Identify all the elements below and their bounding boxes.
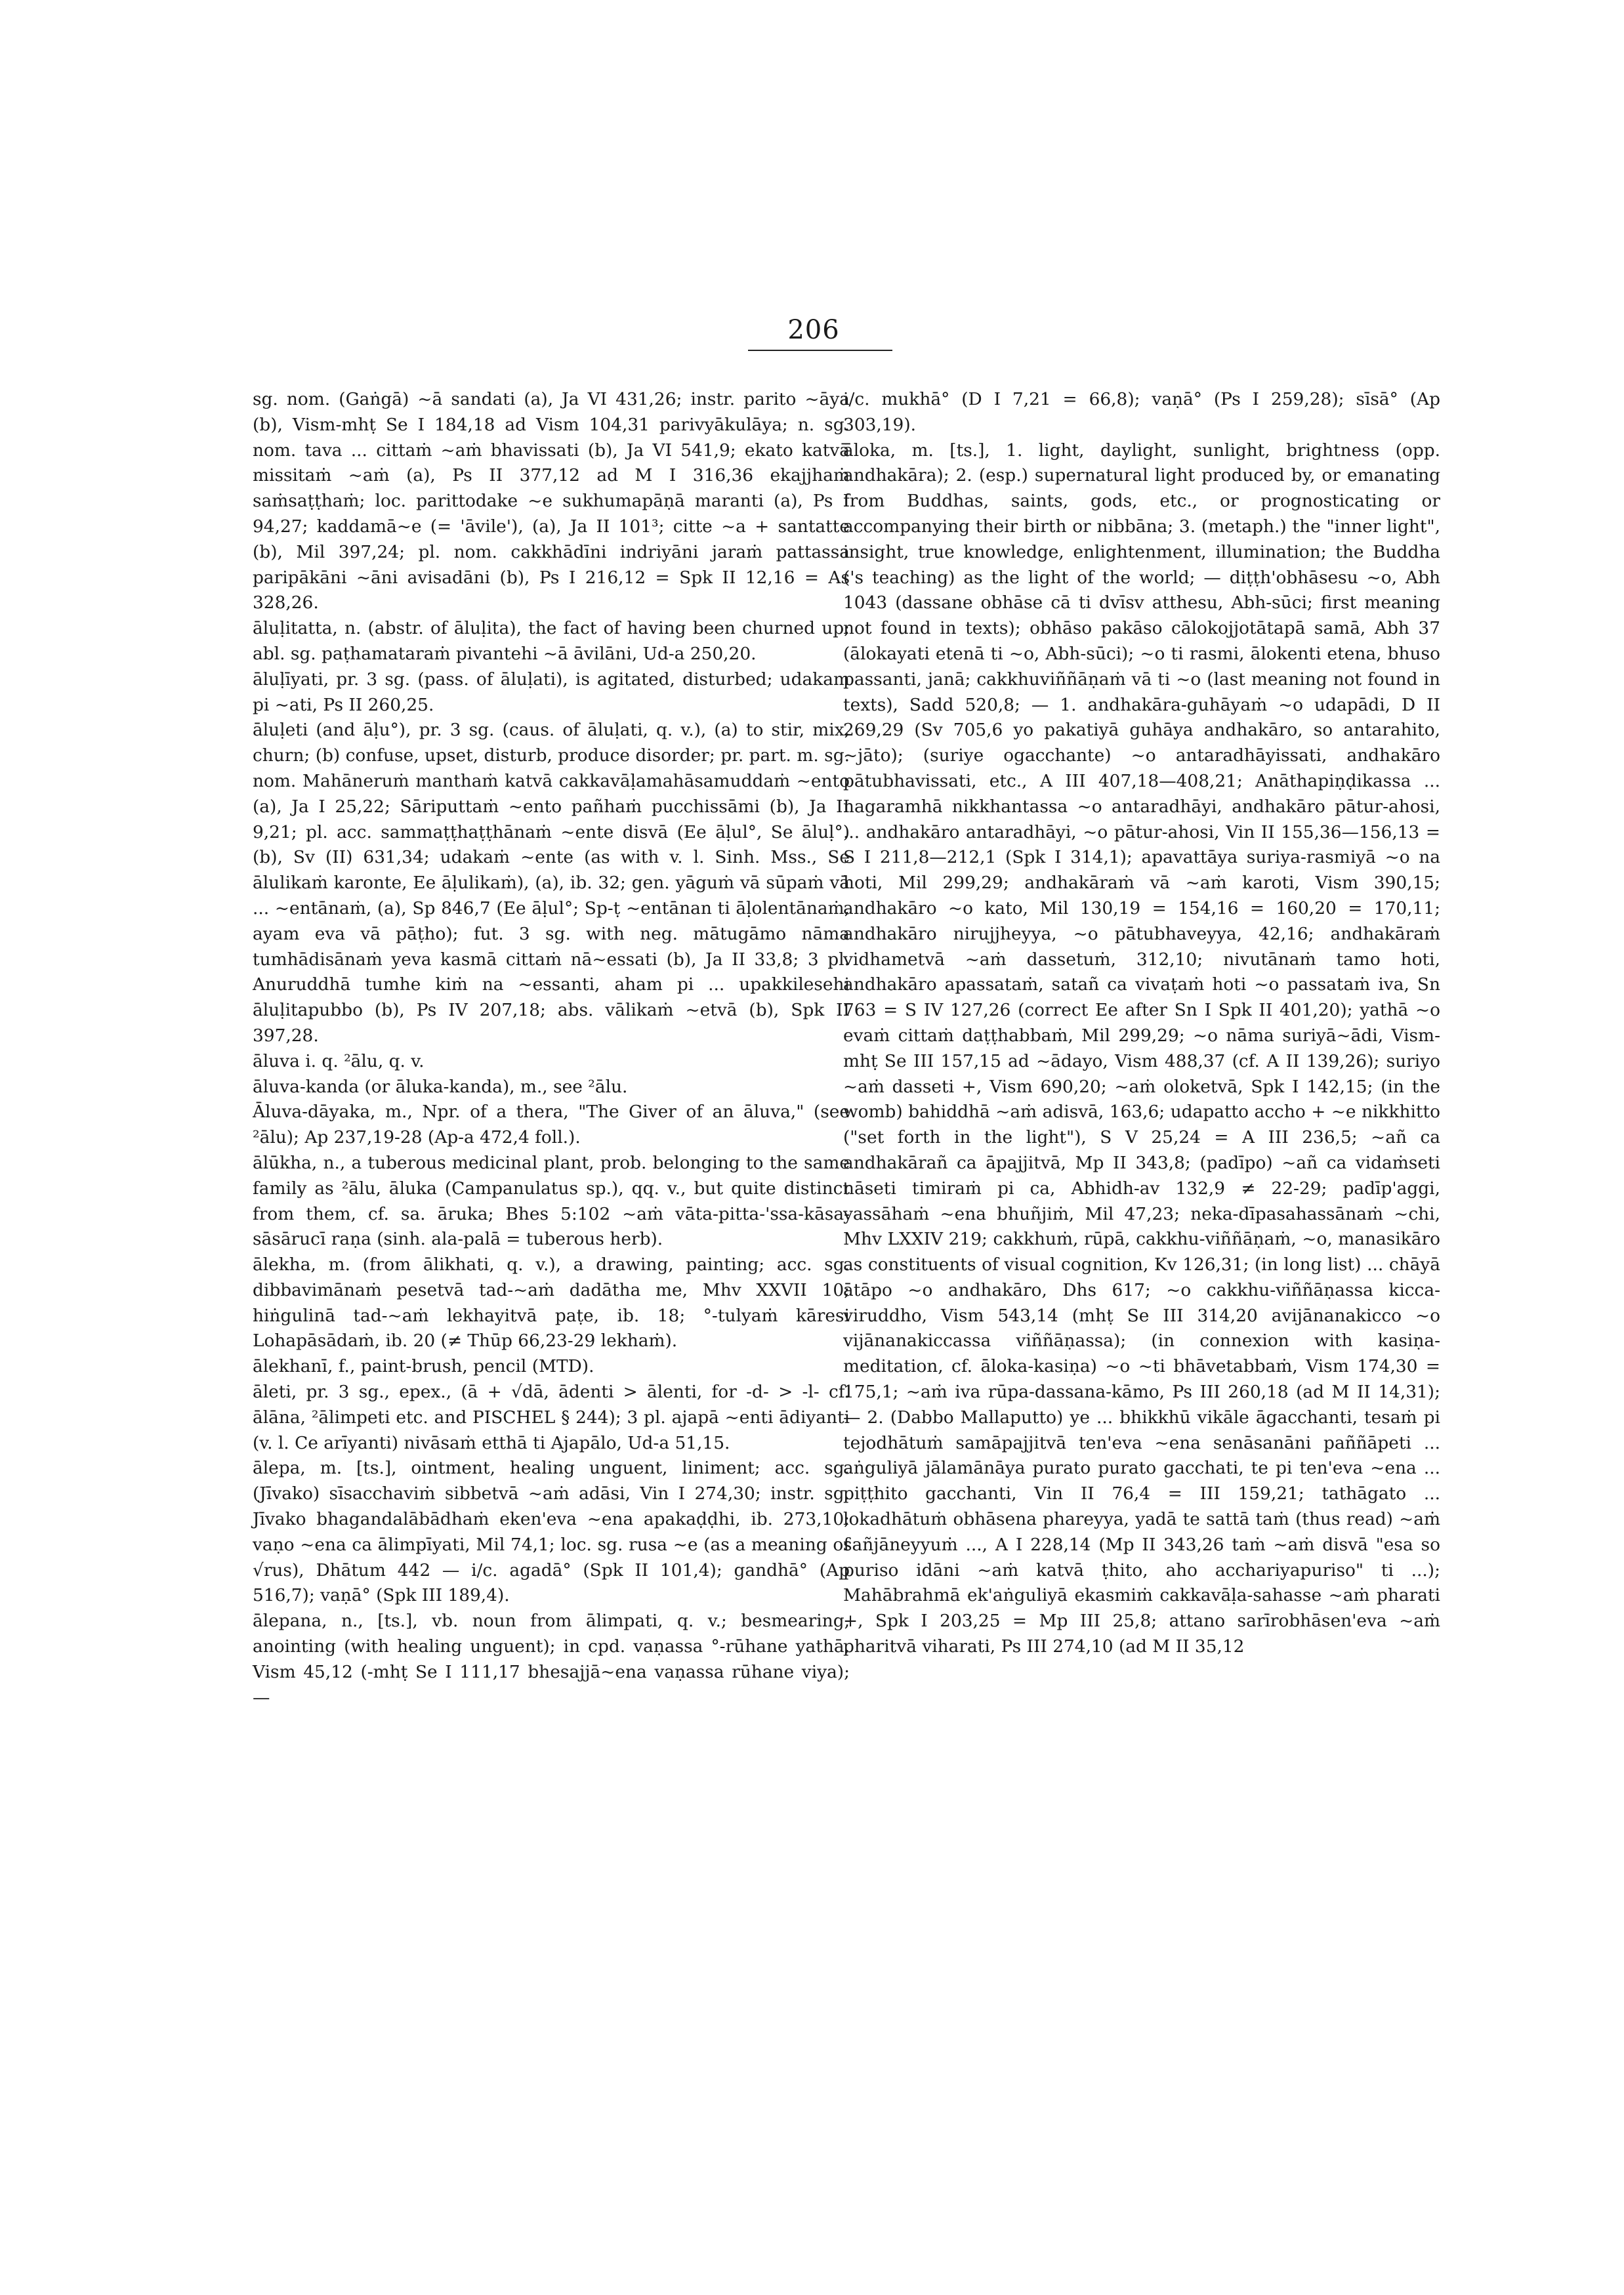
entry-aluva-kanda: āluva-kanda (or āluka-kanda), m., see ²ālu. [253, 1076, 628, 1097]
left-column [253, 387, 850, 1710]
entry-alepa: ālepa, m. [ts.], ointment, healing unguent, liniment; acc. sg. (Jīvako) sīsacchaviṁ sibbetvā ~aṁ adāsi, Vin I 274,30; instr. sg. Jīvako bhagandalābādhaṁ eken'eva ~ena apakaḍḍhi, ib. 273,10; vaṇo ~ena ca ālimpīyati, Mil 74,1; loc. sg. rusa ~e (as a meaning of √rus), Dhātum 442 — i/c. agadā° (Spk II 101,4); gandhā° (Ap 516,7); vaṇā° (Spk III 189,4). [253, 1458, 850, 1606]
entry-aluḷeti: āluḷeti (and āḷu°), pr. 3 sg. (caus. of āluḷati, q. v.), (a) to stir, mix, churn; (b) confuse, upset, disturb, produce disorder; pr. part. m. sg. nom. Mahāneruṁ manthaṁ katvā cakkavāḷamahāsamuddaṁ ~ento (a), Ja I 25,22; Sāriputtaṁ ~ento pañhaṁ pucchissāmi (b), Ja II 9,21; pl. acc. sammaṭṭhaṭṭhānaṁ ~ente disvā (Ee āḷul°, Se āluḷ°) (b), Sv (II) 631,34; udakaṁ ~ente (as with v. l. Sinh. Mss., Se ālulikaṁ karonte, Ee āḷulikaṁ), (a), ib. 32; gen. yāguṁ vā sūpaṁ vā ... ~entānaṁ, (a), Sp 846,7 (Ee āḷul°; Sp-ṭ ~entānan ti āḷolentānaṁ, ayam eva vā pāṭho); fut. 3 sg. with neg. mātugāmo nāma tumhādisānaṁ yeva kasmā cittaṁ nā~essati (b), Ja II 33,8; 3 pl. Anuruddhā tumhe kiṁ na ~essanti, aham pi ... upakkilesehi āluḷitapubbo (b), Ps IV 207,18; abs. vālikaṁ ~etvā (b), Spk II 397,28. [253, 720, 850, 1046]
entry-alekha: ālekha, m. (from ālikhati, q. v.), a drawing, painting; acc. sg. dibbavimānaṁ pesetvā tad-~aṁ dadātha me, Mhv XXVII 10; hiṅgulinā tad-~aṁ lekhayitvā paṭe, ib. 18; °-tulyaṁ kāresi Lohapāsādaṁ, ib. 20 (≠ Thūp 66,23-29 lekhaṁ). [253, 1254, 850, 1352]
entry-alepana: ālepana, n., [ts.], vb. noun from ālimpati, q. v.; besmearing, anointing (with healing unguent); in cpd. vaṇassa °-rūhane yathā, Vism 45,12 (-mhṭ Se I 111,17 bhesajjā~ena vaṇassa rūhane viya); — [253, 1611, 850, 1708]
entry-aluva: āluva i. q. ²ālu, q. v. [253, 1050, 425, 1071]
entry-aloka: āloka, m. [ts.], 1. light, daylight, sunlight, brightness (opp. andhakāra); 2. (esp.) supernatural light produced by, or emanating from Buddhas, saints, gods, etc., or prognosticating or accompanying their birth or nibbāna; 3. (metaph.) the "inner light", insight, true knowledge, enlightenment, illumination; the Buddha ('s teaching) as the light of the world; — diṭṭh'obhāsesu ~o, Abh 1043 (dassane obhāse cā ti dvīsv atthesu, Abh-sūci; first meaning not found in texts); obhāso pakāso cālokojjotātapā samā, Abh 37 (ālokayati etenā ti ~o, Abh-sūci); ~o ti rasmi, ālokenti etena, bhuso passanti, janā; cakkhuviññāṇaṁ vā ti ~o (last meaning not found in texts), Sadd 520,8; — 1. andhakāra-guhāyaṁ ~o udapādi, D II 269,29 (Sv 705,6 yo pakatiyā guhāya andhakāro, so antarahito, ~jāto); (suriye ogacchante) ~o antaradhāyissati, andhakāro pātubhavissati, etc., A III 407,18—408,21; Anāthapiṇḍikassa ... nagaramhā nikkhantassa ~o antaradhāyi, andhakāro pātur-ahosi, ... andhakāro antaradhāyi, ~o pātur-ahosi, Vin II 155,36—156,13 = S I 211,8—212,1 (Spk I 314,1); apavattāya suriya-rasmiyā ~o na hoti, Mil 299,29; andhakāraṁ vā ~aṁ karoti, Vism 390,15; andhakāro ~o kato, Mil 130,19 = 154,16 = 160,20 = 170,11; andhakāro nirujjheyya, ~o pātubhaveyya, 42,16; andhakāraṁ vidhametvā ~aṁ dassetuṁ, 312,10; nivutānaṁ tamo hoti, andhakāro apassataṁ, satañ ca vivaṭaṁ hoti ~o passataṁ iva, Sn 763 = S IV 127,26 (correct Ee after Sn I Spk II 401,20); yathā ~o evaṁ cittaṁ daṭṭhabbaṁ, Mil 299,29; ~o nāma suriyā~ādi, Vism-mhṭ Se III 157,15 ad ~ādayo, Vism 488,37 (cf. A II 139,26); suriyo ~aṁ dasseti +, Vism 690,20; ~aṁ oloketvā, Spk I 142,15; (in the womb) bahiddhā ~aṁ adisvā, 163,6; udapatto accho + ~e nikkhitto ("set forth in the light"), S V 25,24 = A III 236,5; ~añ ca andhakārañ ca āpajjitvā, Mp II 343,8; (padīpo) ~añ ca vidaṁseti nāseti timiraṁ pi ca, Abhidh-av 132,9 ≠ 22-29; padīp'aggi, yassāhaṁ ~ena bhuñjiṁ, Mil 47,23; neka-dīpasahassānaṁ ~chi, Mhv LXXIV 219; cakkhuṁ, rūpā, cakkhu-viññāṇaṁ, ~o, manasikāro as constituents of visual cognition, Kv 126,31; (in long list) ... chāyā ātāpo ~o andhakāro, Dhs 617; ~o cakkhu-viññāṇassa kicca-viruddho, Vism 543,14 (mhṭ Se III 314,20 avijānanakicco ~o vijānanakiccassa viññāṇassa); (in connexion with kasiṇa-meditation, cf. āloka-kasiṇa) ~o ~ti bhāvetabbaṁ, Vism 174,30 = 175,1; ~aṁ iva rūpa-dassana-kāmo, Ps III 260,18 (ad M II 14,31); — 2. (Dabbo Mallaputto) ye ... bhikkhū vikāle āgacchanti, tesaṁ pi tejodhātuṁ samāpajjitvā ten'eva ~ena senāsanāni paññāpeti ... aṅguliyā jālamānāya purato purato gacchati, te pi ten'eva ~ena ... piṭṭhito gacchanti, Vin II 76,4 = III 159,21; tathāgato ... lokadhātuṁ obhāsena phareyya, yadā te sattā taṁ (thus read) ~aṁ sañjāneyyuṁ ..., A I 228,14 (Mp II 343,26 taṁ ~aṁ disvā "esa so puriso idāni ~aṁ katvā ṭhito, aho acchariyapuriso" ti ...); Mahābrahmā ek'aṅguliyā ekasmiṁ cakkavāḷa-sahasse ~aṁ pharati +, Spk I 203,25 = Mp III 25,8; attano sarīrobhāsen'eva ~aṁ pharitvā viharati, Ps III 274,10 (ad M II 35,12 [843, 440, 1440, 1657]
entry-continuation: i/c. mukhā° (D I 7,21 = 66,8); vaṇā° (Ps I 259,28); sīsā° (Ap 303,19). [843, 389, 1440, 435]
right-column [843, 387, 1440, 1660]
entry-aluva-dayaka: Āluva-dāyaka, m., Npr. of a thera, "The Giver of an āluva," (see ²ālu); Ap 237,19-28 (Ap-a 472,4 foll.). [253, 1102, 850, 1148]
entry-aluḷitatta: āluḷitatta, n. (abstr. of āluḷita), the fact of having been churned up; abl. sg. paṭhamataraṁ pivantehi ~ā āvilāni, Ud-a 250,20. [253, 618, 850, 664]
header-rule [748, 350, 892, 351]
entry-continuation: sg. nom. (Gaṅgā) ~ā sandati (a), Ja VI 431,26; instr. parito ~āya (b), Vism-mhṭ Se I 184,18 ad Vism 104,31 parivyākulāya; n. sg. nom. tava ... cittaṁ ~aṁ bhavissati (b), Ja VI 541,9; ekato katvā missitaṁ ~aṁ (a), Ps II 377,12 ad M I 316,36 ekajjhaṁ saṁsaṭṭhaṁ; loc. parittodake ~e sukhumapāṇā maranti (a), Ps I 94,27; kaddamā~e (= 'āvile'), (a), Ja II 101³; citte ~a + santatte (b), Mil 397,24; pl. nom. cakkhādīni indriyāni jaraṁ pattassa paripākāni ~āni avisadāni (b), Ps I 216,12 = Spk II 12,16 = As 328,26. [253, 389, 850, 613]
entry-alekhani: ālekhanī, f., paint-brush, pencil (MTD). [253, 1356, 594, 1377]
entry-aleti: āleti, pr. 3 sg., epex., (ā + √dā, ādenti > ālenti, for -d- > -l- cf. ālāna, ²ālimpeti etc. and PISCHEL § 244); 3 pl. ajapā ~enti ādiyanti (v. l. Ce arīyanti) nivāsaṁ etthā ti Ajapālo, Ud-a 51,15. [253, 1382, 850, 1453]
entry-alukha: ālūkha, n., a tuberous medicinal plant, prob. belonging to the same family as ²ālu, āluka (Campanulatus sp.), qq. v., but quite distinct from them, cf. sa. āruka; Bhes 5:102 ~aṁ vāta-pitta-'ssa-kāsa-sāsārucī raṇa (sinh. ala-palā = tuberous herb). [253, 1152, 850, 1250]
page-number: 206 [787, 315, 840, 345]
entry-aluḷiyati: āluḷīyati, pr. 3 sg. (pass. of āluḷati), is agitated, disturbed; udakam pi ~ati, Ps II 260,25. [253, 669, 850, 715]
